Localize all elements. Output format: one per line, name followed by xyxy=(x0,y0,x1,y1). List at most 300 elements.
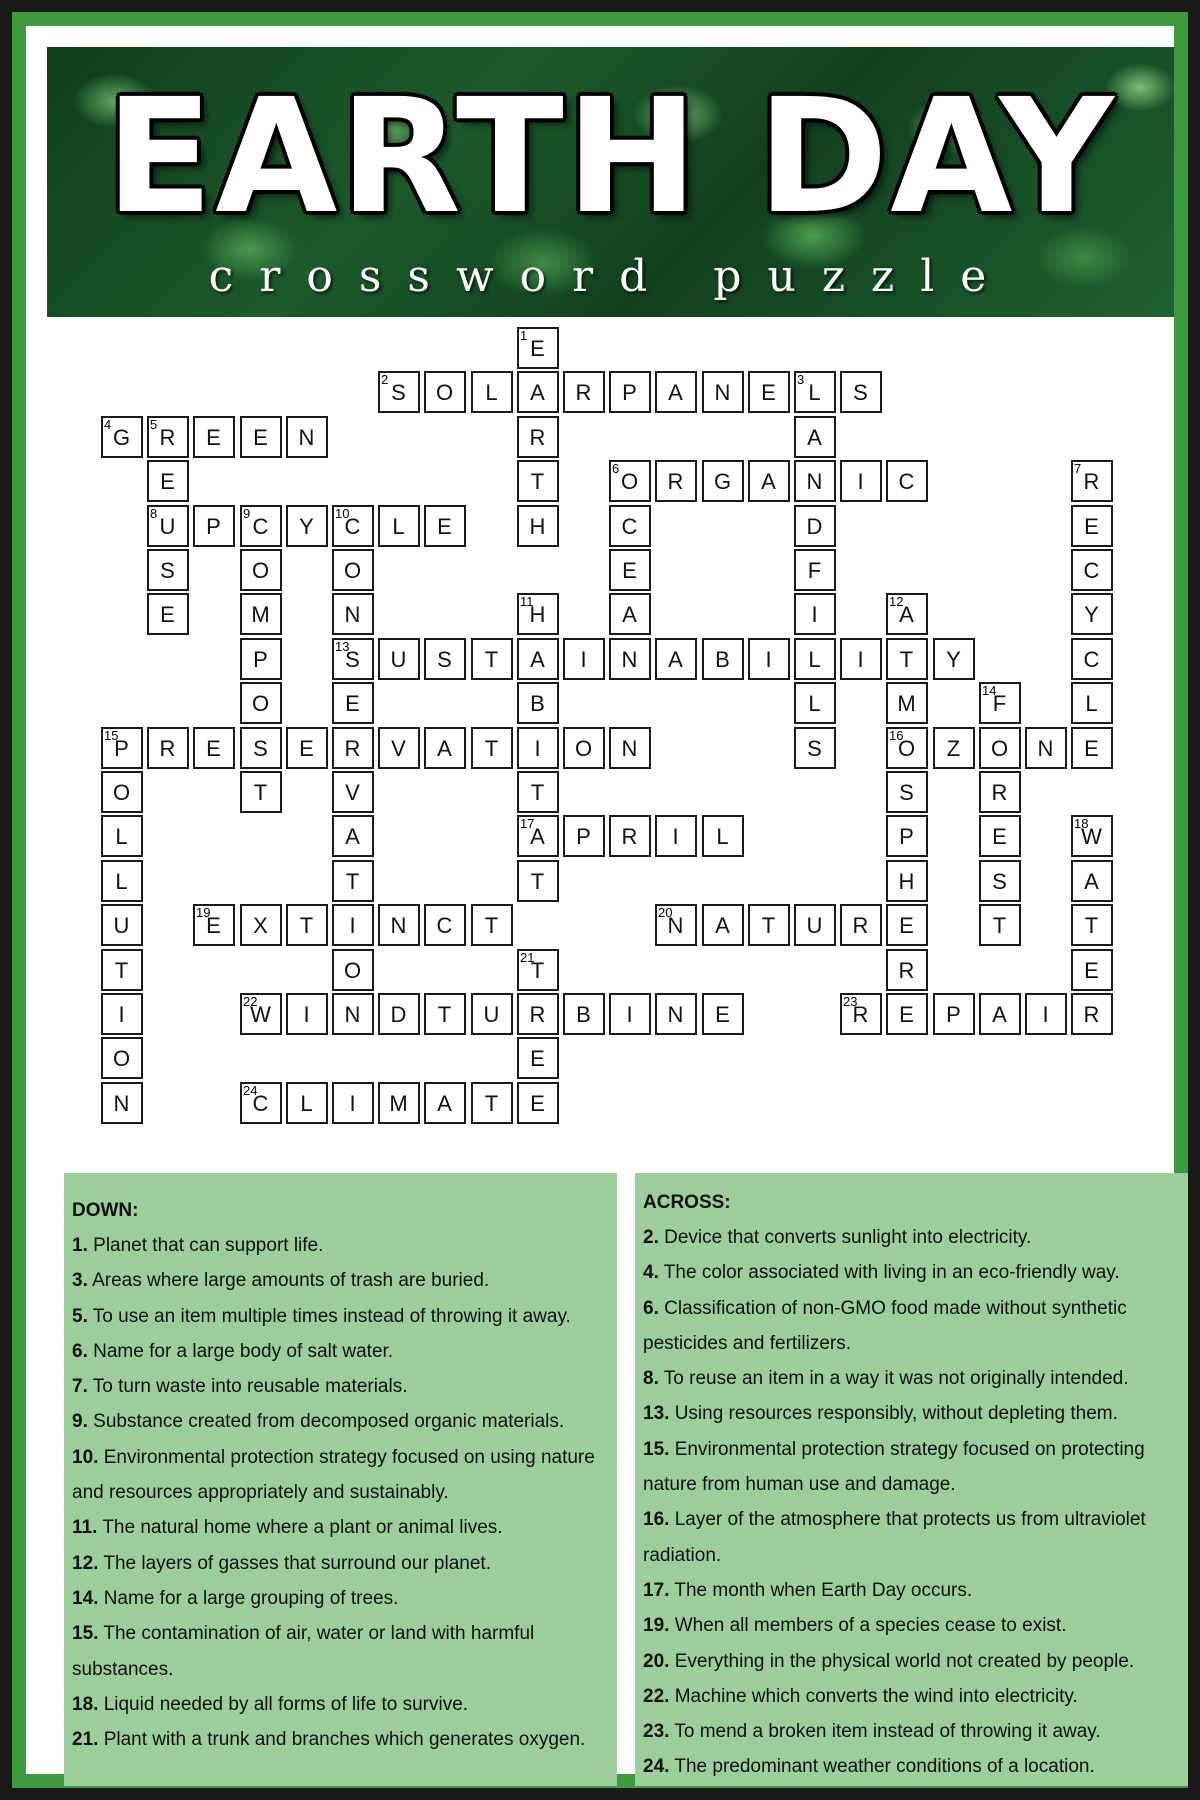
crossword-cell[interactable] xyxy=(979,860,1021,902)
cell-letter: S xyxy=(391,380,407,405)
crossword-cell[interactable] xyxy=(240,1082,282,1124)
cell-letter: I xyxy=(534,736,542,761)
crossword-cell[interactable] xyxy=(286,727,328,769)
crossword-cell[interactable] xyxy=(979,904,1021,946)
cell-letter: R xyxy=(575,380,593,405)
crossword-cell[interactable] xyxy=(517,416,559,458)
crossword-cell[interactable] xyxy=(471,638,513,680)
crossword-cell[interactable] xyxy=(286,416,328,458)
crossword-cell[interactable] xyxy=(240,549,282,591)
crossword-cell[interactable] xyxy=(424,904,466,946)
crossword-cell[interactable] xyxy=(332,904,374,946)
clue-num: 6. xyxy=(643,1297,659,1319)
clue-text: Areas where large amounts of trash are buried. xyxy=(92,1270,490,1292)
crossword-cell[interactable] xyxy=(886,993,928,1035)
crossword-cell[interactable] xyxy=(101,1037,143,1079)
crossword-cell[interactable] xyxy=(286,993,328,1035)
crossword-cell[interactable] xyxy=(886,860,928,902)
cell-letter: C xyxy=(621,514,639,539)
crossword-cell[interactable] xyxy=(240,682,282,724)
clue-num: 17. xyxy=(643,1579,670,1601)
crossword-cell[interactable] xyxy=(886,771,928,813)
crossword-cell[interactable] xyxy=(1025,727,1067,769)
crossword-grid xyxy=(26,26,1200,1166)
crossword-cell[interactable] xyxy=(886,904,928,946)
cell-letter: I xyxy=(118,1002,126,1027)
crossword-cell[interactable] xyxy=(424,371,466,413)
clue-number: 5 xyxy=(150,417,158,432)
crossword-cell[interactable] xyxy=(286,505,328,547)
crossword-cell[interactable] xyxy=(979,682,1021,724)
crossword-cell[interactable] xyxy=(748,904,790,946)
crossword-cell[interactable] xyxy=(794,638,836,680)
crossword-cell[interactable] xyxy=(471,993,513,1035)
clue-text: Using resources responsibly, without depleting them. xyxy=(674,1403,1118,1425)
cell-letter: O xyxy=(990,736,1010,761)
crossword-cell[interactable] xyxy=(794,904,836,946)
crossword-cell[interactable] xyxy=(424,505,466,547)
across-clue xyxy=(643,1573,1182,1608)
cell-letter: T xyxy=(114,958,130,983)
crossword-cell[interactable] xyxy=(193,904,235,946)
crossword-cell[interactable] xyxy=(517,860,559,902)
cell-letter: L xyxy=(808,380,822,405)
crossword-cell[interactable] xyxy=(979,771,1021,813)
clue-num: 13. xyxy=(643,1403,670,1425)
crossword-cell[interactable] xyxy=(609,371,651,413)
across-clue xyxy=(643,1749,1182,1784)
crossword-cell[interactable] xyxy=(933,727,975,769)
crossword-cell[interactable] xyxy=(1071,505,1113,547)
crossword-cell[interactable] xyxy=(563,815,605,857)
crossword-cell[interactable] xyxy=(193,505,235,547)
cell-letter: T xyxy=(1084,913,1100,938)
crossword-cell[interactable] xyxy=(794,682,836,724)
crossword-cell[interactable] xyxy=(517,815,559,857)
cell-letter: R xyxy=(529,1002,547,1027)
crossword-cell[interactable] xyxy=(517,371,559,413)
crossword-cell[interactable] xyxy=(609,593,651,635)
cell-letter: G xyxy=(112,425,132,450)
crossword-cell[interactable] xyxy=(332,593,374,635)
crossword-cell[interactable] xyxy=(517,460,559,502)
crossword-cell[interactable] xyxy=(840,904,882,946)
cell-letter: H xyxy=(529,602,547,627)
down-heading: DOWN: xyxy=(72,1200,139,1221)
down-clue xyxy=(72,1263,611,1298)
cell-letter: C xyxy=(1083,647,1101,672)
crossword-cell[interactable] xyxy=(147,505,189,547)
crossword-cell[interactable] xyxy=(1071,460,1113,502)
cell-letter: E xyxy=(345,691,361,716)
cell-letter: E xyxy=(206,913,222,938)
clue-num: 10. xyxy=(72,1446,99,1468)
crossword-cell[interactable] xyxy=(378,638,420,680)
clue-num: 23. xyxy=(643,1721,670,1743)
crossword-cell[interactable] xyxy=(332,638,374,680)
cell-letter: E xyxy=(622,558,638,583)
crossword-cell[interactable] xyxy=(332,549,374,591)
crossword-cell[interactable] xyxy=(240,904,282,946)
crossword-cell[interactable] xyxy=(286,904,328,946)
crossword-cell[interactable] xyxy=(1071,727,1113,769)
crossword-cell[interactable] xyxy=(471,727,513,769)
across-clue xyxy=(643,1608,1182,1643)
crossword-cell[interactable] xyxy=(101,904,143,946)
clue-number: 13 xyxy=(335,639,350,654)
crossword-cell[interactable] xyxy=(794,460,836,502)
crossword-cell[interactable] xyxy=(933,993,975,1035)
cell-letter: C xyxy=(436,913,454,938)
clue-number: 6 xyxy=(612,461,620,476)
crossword-cell[interactable] xyxy=(332,727,374,769)
cell-letter: N xyxy=(667,913,685,938)
cell-letter: R xyxy=(991,780,1009,805)
cell-letter: U xyxy=(113,913,131,938)
across-clue xyxy=(643,1432,1182,1503)
crossword-cell[interactable] xyxy=(517,727,559,769)
crossword-cell[interactable] xyxy=(378,1082,420,1124)
crossword-cell[interactable] xyxy=(517,1082,559,1124)
cell-letter: L xyxy=(300,1091,314,1116)
cell-letter: W xyxy=(250,1002,272,1027)
crossword-cell[interactable] xyxy=(840,460,882,502)
crossword-cell[interactable] xyxy=(886,460,928,502)
crossword-cell[interactable] xyxy=(471,904,513,946)
crossword-cell[interactable] xyxy=(424,727,466,769)
crossword-cell[interactable] xyxy=(794,371,836,413)
clue-text: Environmental protection strategy focused on using nature and resources appropriately and sustainably. xyxy=(72,1446,595,1504)
cell-letter: P xyxy=(899,824,915,849)
across-clue xyxy=(643,1396,1182,1431)
cell-letter: I xyxy=(811,602,819,627)
crossword-cell[interactable] xyxy=(517,327,559,369)
crossword-cell[interactable] xyxy=(702,904,744,946)
crossword-cell[interactable] xyxy=(424,638,466,680)
clue-num: 19. xyxy=(643,1615,670,1637)
cell-letter: I xyxy=(765,647,773,672)
crossword-cell[interactable] xyxy=(702,815,744,857)
crossword-cell[interactable] xyxy=(517,682,559,724)
crossword-cell[interactable] xyxy=(933,638,975,680)
cell-letter: E xyxy=(1084,514,1100,539)
clue-num: 11. xyxy=(72,1517,98,1539)
cell-letter: I xyxy=(303,1002,311,1027)
cell-letter: S xyxy=(899,780,915,805)
crossword-cell[interactable] xyxy=(147,416,189,458)
cell-letter: I xyxy=(857,469,865,494)
clue-num: 2. xyxy=(643,1227,659,1248)
crossword-cell[interactable] xyxy=(378,727,420,769)
crossword-cell[interactable] xyxy=(471,1082,513,1124)
clue-text: To reuse an item in a way it was not originally intended. xyxy=(663,1368,1129,1390)
crossword-cell[interactable] xyxy=(517,593,559,635)
crossword-cell[interactable] xyxy=(1071,549,1113,591)
crossword-cell[interactable] xyxy=(1071,904,1113,946)
cell-letter: T xyxy=(530,958,546,983)
cell-letter: E xyxy=(1084,958,1100,983)
across-clue xyxy=(643,1255,1182,1290)
down-clue xyxy=(72,1722,611,1757)
crossword-cell[interactable] xyxy=(655,904,697,946)
crossword-cell[interactable] xyxy=(332,949,374,991)
cell-letter: N xyxy=(298,425,316,450)
crossword-cell[interactable] xyxy=(517,1037,559,1079)
crossword-cell[interactable] xyxy=(886,815,928,857)
cell-letter: N xyxy=(113,1091,131,1116)
crossword-cell[interactable] xyxy=(702,460,744,502)
crossword-cell[interactable] xyxy=(471,371,513,413)
crossword-cell[interactable] xyxy=(101,727,143,769)
cell-letter: Y xyxy=(946,647,962,672)
clue-num: 15. xyxy=(643,1438,670,1460)
cell-letter: B xyxy=(715,647,731,672)
crossword-cell[interactable] xyxy=(240,416,282,458)
crossword-cell[interactable] xyxy=(147,593,189,635)
crossword-cell[interactable] xyxy=(655,815,697,857)
crossword-cell[interactable] xyxy=(979,815,1021,857)
cell-letter: N xyxy=(806,469,824,494)
crossword-cell[interactable] xyxy=(609,638,651,680)
crossword-cell[interactable] xyxy=(979,993,1021,1035)
clue-num: 3. xyxy=(72,1270,88,1292)
crossword-cell[interactable] xyxy=(794,593,836,635)
crossword-cell[interactable] xyxy=(240,593,282,635)
crossword-cell[interactable] xyxy=(1071,949,1113,991)
crossword-cell[interactable] xyxy=(886,949,928,991)
cell-letter: T xyxy=(761,913,777,938)
crossword-cell[interactable] xyxy=(794,727,836,769)
cell-letter: E xyxy=(206,736,222,761)
crossword-cell[interactable] xyxy=(840,638,882,680)
clue-text: Everything in the physical world not created by people. xyxy=(674,1650,1135,1672)
crossword-cell[interactable] xyxy=(101,771,143,813)
down-clue xyxy=(72,1369,611,1404)
crossword-cell[interactable] xyxy=(1071,993,1113,1035)
cell-letter: R xyxy=(852,1002,870,1027)
crossword-cell[interactable] xyxy=(979,727,1021,769)
crossword-cell[interactable] xyxy=(101,949,143,991)
poster-page xyxy=(26,26,1174,1778)
crossword-cell[interactable] xyxy=(609,549,651,591)
cell-letter: S xyxy=(437,647,453,672)
crossword-cell[interactable] xyxy=(1071,638,1113,680)
clue-num: 15. xyxy=(72,1623,99,1645)
clue-num: 7. xyxy=(72,1376,88,1398)
crossword-cell[interactable] xyxy=(240,993,282,1035)
crossword-cell[interactable] xyxy=(702,638,744,680)
cell-letter: O xyxy=(343,558,363,583)
crossword-cell[interactable] xyxy=(702,371,744,413)
clue-num: 1. xyxy=(72,1235,88,1256)
cell-letter: O xyxy=(251,558,271,583)
crossword-cell[interactable] xyxy=(147,727,189,769)
crossword-cell[interactable] xyxy=(517,505,559,547)
crossword-cell[interactable] xyxy=(517,949,559,991)
crossword-cell[interactable] xyxy=(748,460,790,502)
crossword-cell[interactable] xyxy=(101,1082,143,1124)
crossword-cell[interactable] xyxy=(563,638,605,680)
cell-letter: L xyxy=(808,691,822,716)
crossword-cell[interactable] xyxy=(517,638,559,680)
crossword-cell[interactable] xyxy=(424,993,466,1035)
crossword-cell[interactable] xyxy=(1071,860,1113,902)
clue-text: Device that converts sunlight into electricity. xyxy=(664,1227,1032,1248)
clue-number: 20 xyxy=(658,905,673,920)
crossword-cell[interactable] xyxy=(609,505,651,547)
crossword-cell[interactable] xyxy=(886,727,928,769)
crossword-cell[interactable] xyxy=(748,638,790,680)
cell-letter: U xyxy=(390,647,408,672)
crossword-cell[interactable] xyxy=(378,505,420,547)
crossword-cell[interactable] xyxy=(101,993,143,1035)
crossword-cell[interactable] xyxy=(240,727,282,769)
crossword-cell[interactable] xyxy=(517,993,559,1035)
crossword-cell[interactable] xyxy=(332,505,374,547)
clue-number: 10 xyxy=(335,506,350,521)
crossword-cell[interactable] xyxy=(101,416,143,458)
clue-num: 14. xyxy=(72,1587,99,1609)
down-clue xyxy=(72,1616,611,1687)
crossword-cell[interactable] xyxy=(655,993,697,1035)
cell-letter: P xyxy=(946,1002,962,1027)
crossword-cell[interactable] xyxy=(655,371,697,413)
cell-letter: A xyxy=(437,1091,453,1116)
cell-letter: E xyxy=(530,1046,546,1071)
crossword-cell[interactable] xyxy=(240,505,282,547)
crossword-cell[interactable] xyxy=(240,771,282,813)
crossword-cell[interactable] xyxy=(332,682,374,724)
crossword-cell[interactable] xyxy=(702,993,744,1035)
cell-letter: A xyxy=(668,380,684,405)
cell-letter: S xyxy=(807,736,823,761)
cell-letter: A xyxy=(437,736,453,761)
crossword-cell[interactable] xyxy=(147,549,189,591)
crossword-cell[interactable] xyxy=(332,993,374,1035)
crossword-cell[interactable] xyxy=(378,904,420,946)
crossword-cell[interactable] xyxy=(101,860,143,902)
crossword-cell[interactable] xyxy=(332,815,374,857)
clue-num: 8. xyxy=(643,1368,659,1390)
crossword-cell[interactable] xyxy=(1025,993,1067,1035)
crossword-cell[interactable] xyxy=(886,682,928,724)
crossword-cell[interactable] xyxy=(332,771,374,813)
clue-number: 22 xyxy=(243,994,258,1009)
crossword-cell[interactable] xyxy=(655,638,697,680)
crossword-cell[interactable] xyxy=(1071,682,1113,724)
cell-letter: T xyxy=(530,780,546,805)
clue-number: 11 xyxy=(520,594,534,609)
clue-text: To turn waste into reusable materials. xyxy=(92,1376,408,1398)
cell-letter: R xyxy=(159,736,177,761)
crossword-cell[interactable] xyxy=(147,460,189,502)
crossword-cell[interactable] xyxy=(840,371,882,413)
crossword-cell[interactable] xyxy=(193,727,235,769)
across-clue-list xyxy=(643,1220,1182,1785)
cell-letter: H xyxy=(898,869,916,894)
cell-letter: A xyxy=(761,469,777,494)
crossword-cell[interactable] xyxy=(286,1082,328,1124)
down-clue xyxy=(72,1440,611,1511)
crossword-cell[interactable] xyxy=(794,416,836,458)
clue-number: 15 xyxy=(104,728,119,743)
cell-letter: O xyxy=(574,736,594,761)
crossword-cell[interactable] xyxy=(655,460,697,502)
cell-letter: A xyxy=(1084,869,1100,894)
crossword-cell[interactable] xyxy=(378,371,420,413)
crossword-cell[interactable] xyxy=(1071,593,1113,635)
crossword-cell[interactable] xyxy=(794,505,836,547)
clue-num: 4. xyxy=(643,1262,659,1284)
crossword-cell[interactable] xyxy=(609,993,651,1035)
down-clue-list xyxy=(72,1228,611,1757)
clue-text: Name for a large body of salt water. xyxy=(93,1340,394,1362)
crossword-cell[interactable] xyxy=(332,1082,374,1124)
cell-letter: E xyxy=(299,736,315,761)
cell-letter: T xyxy=(437,1002,453,1027)
crossword-cell[interactable] xyxy=(609,460,651,502)
cell-letter: A xyxy=(530,824,546,849)
cell-letter: X xyxy=(253,913,269,938)
cell-letter: Y xyxy=(299,514,315,539)
cell-letter: F xyxy=(992,691,1008,716)
cell-letter: T xyxy=(345,869,361,894)
crossword-cell[interactable] xyxy=(748,371,790,413)
crossword-cell[interactable] xyxy=(886,593,928,635)
crossword-cell[interactable] xyxy=(1071,815,1113,857)
crossword-cell[interactable] xyxy=(794,549,836,591)
clue-number: 7 xyxy=(1074,461,1082,476)
across-clue xyxy=(643,1714,1182,1749)
clue-text: The predominant weather conditions of a location. xyxy=(674,1756,1095,1778)
clue-number: 9 xyxy=(243,506,251,521)
cell-letter: R xyxy=(667,469,685,494)
clue-text: The color associated with living in an eco-friendly way. xyxy=(663,1262,1120,1284)
cell-letter: P xyxy=(114,736,130,761)
crossword-cell[interactable] xyxy=(240,638,282,680)
cell-letter: I xyxy=(1042,1002,1050,1027)
clue-number: 8 xyxy=(150,506,158,521)
crossword-cell[interactable] xyxy=(563,371,605,413)
crossword-cell[interactable] xyxy=(193,416,235,458)
cell-letter: A xyxy=(530,380,546,405)
crossword-cell[interactable] xyxy=(517,771,559,813)
across-clues-panel xyxy=(635,1173,1188,1786)
clue-number: 2 xyxy=(381,372,389,387)
cell-letter: H xyxy=(529,514,547,539)
crossword-cell[interactable] xyxy=(609,815,651,857)
crossword-cell[interactable] xyxy=(563,727,605,769)
cell-letter: P xyxy=(622,380,638,405)
crossword-cell[interactable] xyxy=(101,815,143,857)
crossword-cell[interactable] xyxy=(378,993,420,1035)
crossword-cell[interactable] xyxy=(609,727,651,769)
crossword-cell[interactable] xyxy=(563,993,605,1035)
crossword-cell[interactable] xyxy=(424,1082,466,1124)
cell-letter: C xyxy=(252,1091,270,1116)
crossword-cell[interactable] xyxy=(886,638,928,680)
cell-letter: L xyxy=(808,647,822,672)
cell-letter: M xyxy=(389,1091,409,1116)
cell-letter: V xyxy=(391,736,407,761)
cell-letter: O xyxy=(897,736,917,761)
cell-letter: I xyxy=(580,647,588,672)
crossword-cell[interactable] xyxy=(332,860,374,902)
cell-letter: N xyxy=(1037,736,1055,761)
cell-letter: N xyxy=(390,913,408,938)
crossword-cell[interactable] xyxy=(840,993,882,1035)
cell-letter: S xyxy=(853,380,869,405)
